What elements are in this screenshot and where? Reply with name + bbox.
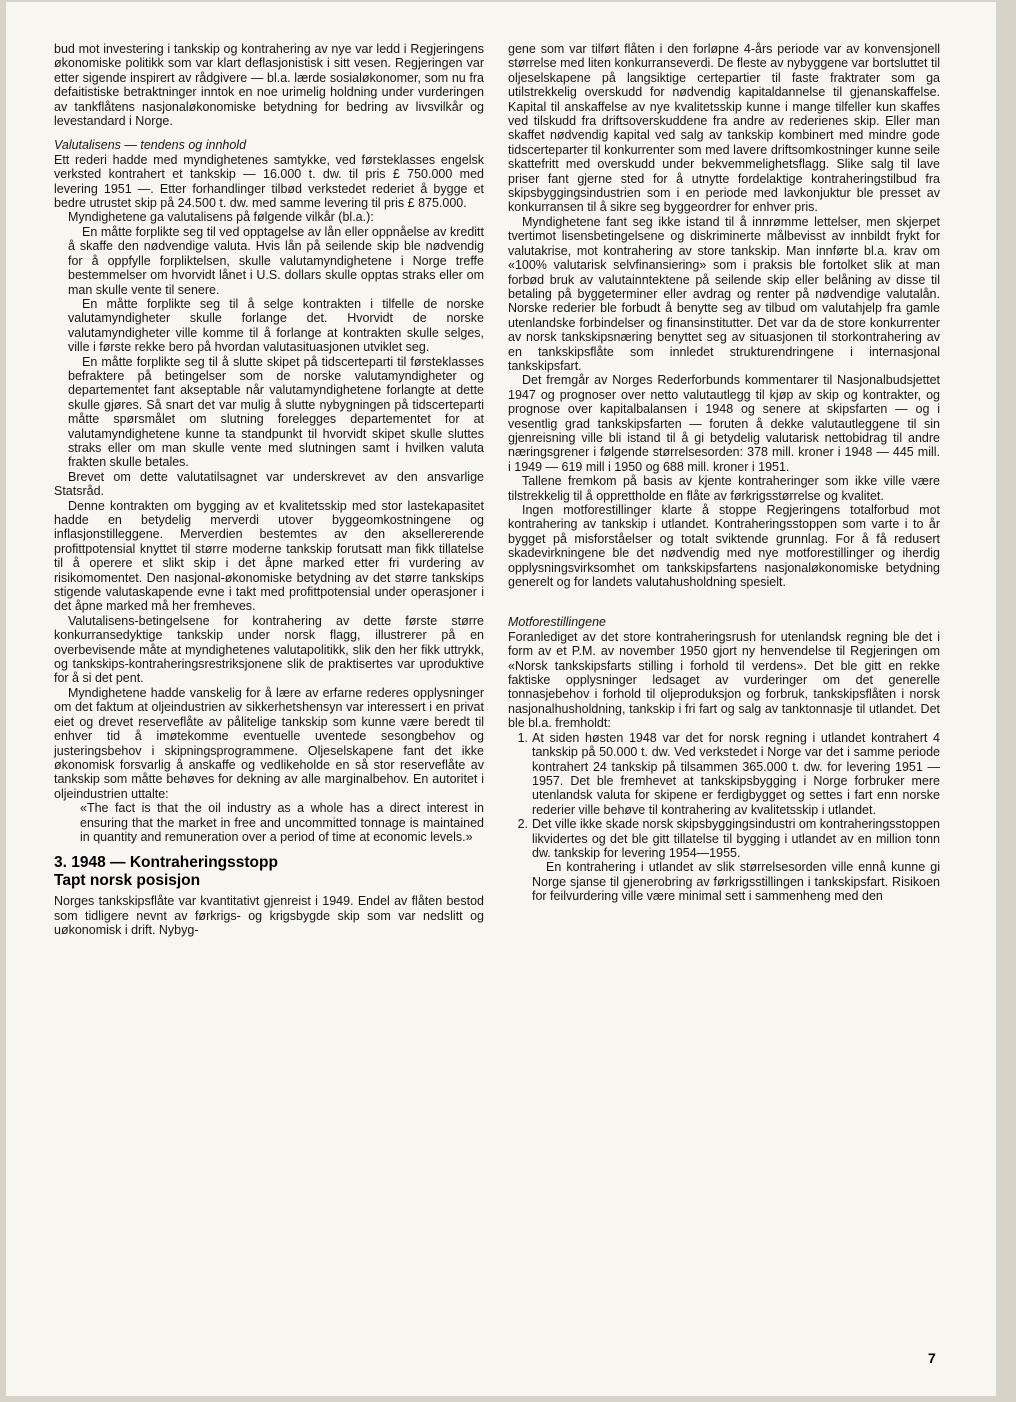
- list-text-part: Det ville ikke skade norsk skipsbyggingsindustri om kontraheringsstoppen likvidertes og det ble gitt tillatelse til bygging i utlandet av en million tonn dw. tankskip for levering 1954—1955.: [532, 817, 940, 860]
- numbered-list: [508, 731, 940, 904]
- list-item: [508, 817, 940, 903]
- paragraph: Ingen motforestillinger klarte å stoppe Regjeringens totalforbud mot kontrahering av tankskip i utlandet. Kontraheringsstoppen som varte i to år bygget på misforståelser og totalt sviktende grunnlag. For å få redusert skadevirkningene ble det nødvendig med nye motforestillinger og iherdig opplysningsvirksomhet om tankskipsfartens nasjonaløkonomiske betydning generelt og for landets valutahusholdning spesielt.: [508, 503, 940, 590]
- paragraph: Myndighetene ga valutalisens på følgende vilkår (bl.a.):: [68, 210, 374, 225]
- paragraph: Ett rederi hadde med myndighetenes samtykke, ved førsteklasses engelsk verksted kontrahert et tankskip — 16.000 t. dw. til pris £ 750.000 med levering 1951 —. Etter forhandlinger tilbød verkstedet rederiet å bygge et bedre utrustet skip på 24.500 t. dw. med samme levering til pris £ 875.000.: [54, 152, 484, 211]
- paragraph: gene som var tilført flåten i den forløpne 4-års periode var av konvensjonell størrelse med liten konkurranseverdi. De fleste av nybyggene var bortsluttet til oljeselskapene på langsiktige certepartier til faste fraktrater som ga utilstrekkelig overskudd for nødvendig kapitaldannelse til gjenanskaffelse. Kapital til anskaffelse av nye kvalitetsskip kunne i mange tilfeller kun skaffes ved tilskudd fra driftsoverskuddene fra andre av rederienes skip. Eller man skaffet nødvendig kapital ved salg av tankskip kombinert med mindre gode tidscerteparter til konkurrenter som med lavere driftsomkostninger kunne seile skattefritt med overskudd under bekvemmelighetsflagg. Slike salg til lave priser fant gjerne sted for å utnytte fordelaktige kontraheringstilbud fra skipsbyggingsindustrien som i en periode med lavkonjuktur ble presset av konkurransen til å sikre seg byggeordrer for enhver pris.: [508, 42, 940, 215]
- subheading: Motforestillingene: [508, 615, 606, 630]
- paragraph: Det fremgår av Norges Rederforbunds kommentarer til Nasjonalbudsjettet 1947 og prognoser over netto valutautlegg til kjøp av skip og kontrakter, og prognose over kapitalbalansen i 1948 og senere at skipsfarten — og i vesentlig grad tankskipsfarten — foruten å dekke valutautleggene til sin gjenreisning ville bli istand til å gi betydelig valutarisk nettobidrag til andre næringsgrener i følgende størrelsesorden: 378 mill. kroner i 1948 — 445 mill. i 1949 — 619 mill i 1950 og 688 mill. kroner i 1951.: [508, 373, 940, 474]
- section-heading-line-2: Tapt norsk posisjon: [54, 872, 201, 890]
- subheading: Valutalisens — tendens og innhold: [54, 138, 247, 153]
- list-continuation: En kontrahering i utlandet av slik størrelsesorden ville ennå kunne gi Norge sjanse til gjenerobring av førkrigsstillingen i tankskipsfart. Risikoen for feilvurdering ville være minimal sett i sammenheng med den: [532, 860, 940, 904]
- left-column: [54, 42, 484, 938]
- list-item: [508, 731, 940, 817]
- condition-paragraph: En måtte forplikte seg til å slutte skipet på tidscerteparti til førsteklasses befraktere på betingelser som de norske valutamyndigheter og departementet fant akseptable når valutamyndighetene forlangte at dette skulle gjøres. Så snart det var mulig å slutte nybygningen på tidscerteparti måtte spørsmålet om slutning forelegges departementet for at valutamyndighetene kunne ta standpunkt til hvorvidt skipet skulle sluttes straks eller om man skulle vente med slutningen samt i hvilken valuta frakten skulle betales.: [68, 354, 484, 470]
- list-number: 2.: [517, 817, 528, 832]
- paragraph: Denne kontrakten om bygging av et kvalitetsskip med stor lastekapasitet hadde en betydelig merverdi utover byggeomkostningene og inflasjonstilleggene. Merverdien bestemtes av den aksellererende profittpotensial knyttet til større moderne tankskip forutsatt man fikk tillatelse til å operere et slikt skip i det åpne marked etter fri vurdering av risikomomentet. Den nasjonal-økonomiske betydning av det større tankskips stigende valutaskapende evne i takt med profittpotensial under operasjoner i det åpne marked må her fremheves.: [54, 498, 484, 614]
- section-heading-line-1: 3. 1948 — Kontraheringsstopp: [54, 854, 278, 872]
- list-text: [532, 817, 940, 903]
- list-number: 1.: [517, 730, 528, 745]
- page-number: 7: [928, 1350, 936, 1366]
- condition-paragraph: En måtte forplikte seg til ved opptagelse av lån eller oppnåelse av kreditt å skaffe den nødvendige valuta. Hvis lån på seilende skip ble nødvendig for å oppfylle forpliktelsen, skulle valutamyndighetene i Norge treffe bestemmelser om hvorvidt lånet i U.S. dollars skulle opptas straks eller om man skulle vente til senere.: [68, 224, 484, 297]
- paragraph: Foranlediget av det store kontraheringsrush for utenlandsk regning ble det i form av et P.M. av november 1950 gjort ny henvendelse til Regjeringen om «Norsk tankskipsfarts stilling i forhold til verdens». Det ble gitt en rekke faktiske opplysninger ledsaget av vurderinger om det generelle tonnasjebehov i forhold til oljeproduksjon og forbruk, tankskipsflåten i norsk nasjonalhusholdning, tankskip i fri fart og salg av tanktonnasje til utlandet. Det ble bl.a. fremholdt:: [508, 629, 940, 731]
- paragraph: Tallene fremkom på basis av kjente kontraheringer som ikke ville være tilstrekkelig til å opprettholde en flåte av førkrigsstørrelse og kvalitet.: [508, 474, 940, 503]
- paragraph: Brevet om dette valutatilsagnet var underskrevet av den ansvarlige Statsråd.: [54, 469, 484, 499]
- paragraph: Valutalisens-betingelsene for kontrahering av dette første større konkurransedyktige tankskip under norsk flagg, illustrerer på en overbevisende måte at myndighetenes valutapolitikk, slik den her fikk uttrykk, og tankskips-kontraheringsrestriksjonene slik de praktisertes var uproduktive for å si det pent.: [54, 613, 484, 686]
- list-text: At siden høsten 1948 var det for norsk regning i utlandet kontrahert 4 tankskip på 50.000 t. dw. Ved verkstedet i Norge var det i samme periode kontrahert 24 tankskip på tilsammen 365.000 t. dw. for levering 1951 —1957. Det ble fremhevet at tankskipsbygging i Norge forbruker mere utenlandsk valuta for skipene er ferdigbygget og settes i fart enn norske rederier ville behøve til kontrahering av kvalitetsskip i utlandet.: [532, 730, 940, 817]
- paragraph: bud mot investering i tankskip og kontrahering av nye var ledd i Regjeringens økonomiske politikk som var klart deflasjonistisk i sitt vesen. Regjeringen var etter sigende inspirert av rådgivere — bl.a. lærde sosialøkonomer, som nu fra defaitistiske betraktninger inntok en noe urimelig holdning under vurderingen av tankflåtens nasjonaløkonomiske betydning for bedring av livsvilkår og levestandard i Norge.: [54, 42, 484, 129]
- paragraph: Norges tankskipsflåte var kvantitativt gjenreist i 1949. Endel av flåten bestod som tidligere nevnt av førkrigs- og krigsbygde skip som var nedslitt og uøkonomisk i drift. Nybyg-: [54, 894, 484, 938]
- condition-paragraph: En måtte forplikte seg til å selge kontrakten i tilfelle de norske valutamyndigheter skulle forlange det. Hvorvidt de norske valutamyndigheter ville komme til å forlange at kontrakten skulle selges, ville i første rekke bero på hvordan valutasituasjonen utviklet seg.: [68, 296, 484, 355]
- english-quote: «The fact is that the oil industry as a whole has a direct interest in ensuring that the market in free and uncommitted tonnage is maintained in quantity and remuneration over a period of time at economic levels.»: [80, 801, 484, 844]
- document-page: [6, 2, 996, 1396]
- paragraph: Myndighetene fant seg ikke istand til å innrømme lettelser, men skjerpet tvertimot lisensbetingelsene og diskriminerte målbevisst av innbildt frykt for valutakrise, mot kontrahering av store tankskip. Man innførte bl.a. krav om «100% valutarisk selvfinansiering» som i praksis ble fortolket slik at man forbød bruk av valutainntektene på seilende skip eller belåning av disse til betaling på byggeterminer eller avdrag og renter på nødvendige valutalån. Norske rederier ble forbudt å benytte seg av tilbud om valutahjelp fra gamle utenlandske forbindelser og finansinstitutter. Det var da de store konkurrenter av norsk tankskipsnæring benyttet seg av situasjonen til storkontrahering av en tankskipsflåte som innledet strukturendringene i internasjonal tankskipsfart.: [508, 214, 940, 373]
- right-column: [508, 42, 940, 904]
- section-heading: [54, 854, 484, 890]
- paragraph: Myndighetene hadde vanskelig for å lære av erfarne rederes opplysninger om det faktum at oljeindustrien av sikkerhetshensyn var interessert i en privat eiet og drevet reserveflåte av pålitelige tankskip som kunne være beredt til enhver tid å imøtekomme eventuelle uventede sesongbehov og justeringsbehov i skipningsprogrammene. Oljeselskapene fant det ikke økonomisk forsvarlig å anskaffe og vedlikeholde en så stor reserveflåte av tankskip som måtte behøves for dekning av alle marginalbehov. En autoritet i oljeindustrien uttalte:: [54, 685, 484, 801]
